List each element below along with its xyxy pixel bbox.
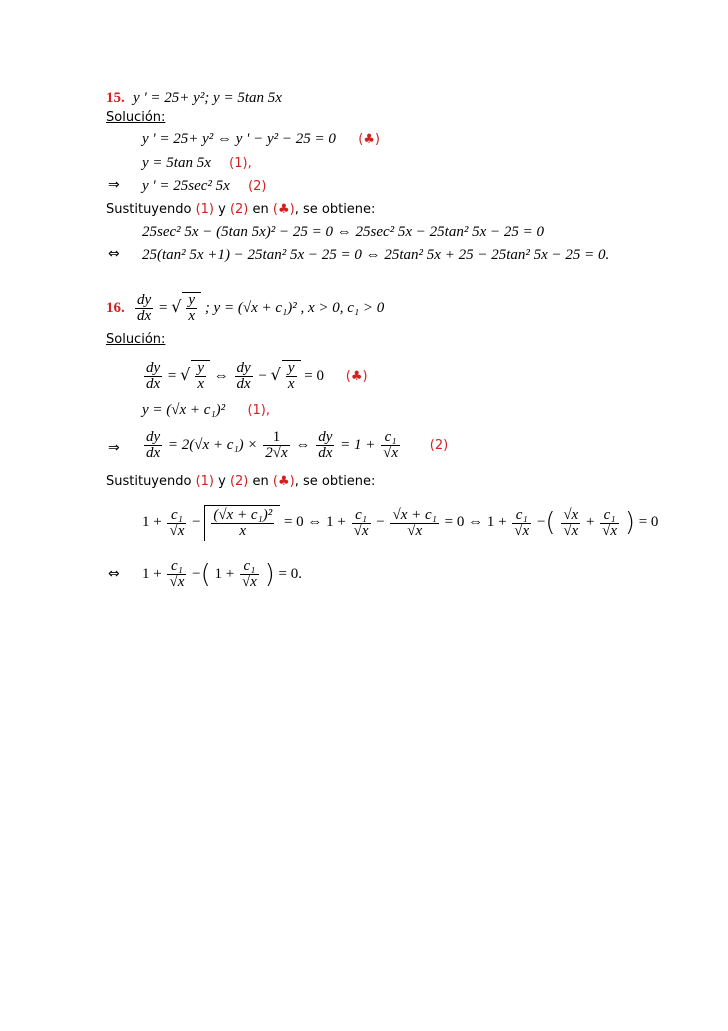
club-mark: (♣) (272, 474, 295, 489)
solution-label-text: Solución: (106, 110, 166, 125)
equation: = 0 ⇔ 1 + (283, 514, 346, 531)
equation: = 0 (304, 367, 324, 384)
implies-arrow: ⇒ (108, 177, 120, 193)
denominator: √x (169, 522, 185, 539)
denominator: x (211, 523, 274, 539)
p16-line2 (142, 402, 270, 419)
problem-number: 16. (106, 299, 125, 316)
numerator: c₁ (170, 558, 183, 574)
p16-line1: $\frac{dy}{dx}$ = √ $\frac{y}{x}$ ⇔ $\frac{dy}{dx}$ − √ $\frac{y}{x}$ = 0 (♣) (146, 360, 368, 392)
problem-number: 15. (106, 90, 125, 106)
ref-1: (1) (195, 202, 214, 217)
denominator: √x (383, 445, 398, 461)
denominator: √x (353, 522, 369, 539)
denominator: x (197, 376, 205, 392)
ref-2: (2) (429, 437, 449, 453)
iff-arrow: ⇔ (108, 246, 120, 262)
numerator: dy (146, 360, 161, 376)
equation: 25(tan² 5x +1) − 25tan² 5x − 25 = 0 ⇔ 25tan² 5x + 25 − 25tan² 5x − 25 = 0. (142, 247, 610, 263)
numerator: √x + c₁ (392, 506, 437, 523)
denominator: √x (602, 522, 618, 539)
denominator: √x (390, 523, 438, 539)
equation: ; y = (√x + c₁)² , x > 0, c₁ > 0 (204, 299, 385, 316)
numerator: c₁ (355, 506, 367, 523)
numerator: c₁ (170, 506, 183, 523)
big-radical (204, 505, 280, 541)
denominator: √x (241, 574, 257, 590)
denominator: dx (137, 308, 152, 324)
numerator: (√x + c₁)² (213, 507, 273, 523)
numerator: dy (318, 429, 333, 445)
equation: = 0 ⇔ 1 + (444, 514, 507, 531)
equation: 1 + (142, 514, 162, 531)
p15-line3 (142, 178, 267, 195)
solution-label (106, 332, 165, 348)
solution-label-text: Solución: (106, 332, 166, 347)
equation: y ' = 25+ y²; y = 5tan 5x (133, 90, 282, 106)
equation: = 0 (638, 514, 659, 531)
numerator: 1 (272, 429, 281, 445)
equation: = 0. (278, 565, 302, 582)
equation: 25sec² 5x − (5tan 5x)² − 25 = 0 ⇔ 25sec² 5x − 25tan² 5x − 25 = 0 (142, 224, 544, 240)
equation: y = 5tan 5x (142, 155, 211, 171)
y-over-x-fraction (186, 293, 197, 324)
denominator: dx (146, 445, 161, 461)
text: en (248, 202, 273, 217)
denominator: dx (236, 376, 251, 392)
club-mark: (♣) (272, 202, 295, 217)
numerator: y (287, 360, 295, 376)
ref-2: (2) (229, 474, 249, 489)
ref-1: (1), (247, 403, 270, 418)
ref-1: (1) (195, 474, 214, 489)
text: , se obtiene: (294, 474, 376, 489)
iff-arrow: ⇔ (108, 566, 120, 582)
text: Sustituyendo (106, 474, 196, 489)
equation: 1 + (142, 565, 162, 582)
numerator: dy (137, 292, 152, 308)
p16-line4: 1 + $\frac{\text{c₁}}{√x}$ − $\frac{\text{(√x + c₁)²}}{x}$ = 0 ⇔ 1 + $\frac{\text{c₁}}{√x}$ − $\frac{\text{√x + c₁}}{√x}$ = 0 ⇔ 1 + $\frac{\text{c₁}}{√x}$ −( $\frac{√x}{√x}$ + $\frac{\text{c₁}}{√x}$ ) = 0 (142, 506, 659, 539)
numerator: y (197, 360, 205, 376)
solution-label (106, 110, 165, 126)
denominator: √x (563, 522, 579, 539)
numerator: dy (236, 360, 251, 376)
dy-dx-fraction (135, 293, 153, 324)
p15-line1 (142, 131, 380, 148)
implies-arrow: ⇒ (108, 440, 120, 456)
p16-substitution-text (106, 474, 375, 490)
denominator: x (287, 376, 295, 392)
denominator: dx (146, 376, 161, 392)
denominator: √x (514, 522, 530, 539)
ref-1: (1), (229, 156, 252, 171)
problem-16-statement: 16. $\frac{dy}{dx}$ = √ $\frac{y}{x}$ ; y = (√x + c₁)² , x > 0, c₁ > 0 (106, 292, 385, 324)
text: y (214, 202, 230, 217)
equation: y ' = 25sec² 5x (142, 178, 230, 194)
denominator: 2√x (265, 445, 288, 461)
p15-line2 (142, 155, 252, 172)
equation: = 2(√x + c₁) × (167, 436, 258, 453)
text: en (248, 474, 273, 489)
equation: y ' = 25+ y² ⇔ y ' − y² − 25 = 0 (142, 131, 336, 147)
p16-line3: $\frac{dy}{dx}$ = 2(√x + c₁) × $\frac{1}{2√x}$ ⇔ $\frac{dy}{dx}$ = 1 + $\frac{\text{c₁}}{√x}$ (2) (146, 429, 449, 461)
text: Sustituyendo (106, 202, 196, 217)
denominator: √x (169, 574, 185, 590)
ref-2: (2) (229, 202, 249, 217)
denominator: x (188, 308, 196, 324)
equation: y = (√x + c₁)² (142, 402, 226, 418)
p16-line5: 1 + $\frac{\text{c₁}}{√x}$ −( 1 + $\frac{\text{c₁}}{√x}$ ) = 0. (142, 558, 302, 590)
p15-line4 (142, 224, 544, 240)
numerator: c₁ (384, 429, 397, 445)
ref-2: (2) (248, 179, 267, 194)
numerator: c₁ (243, 558, 256, 574)
numerator: √x (563, 506, 579, 523)
text: y (214, 474, 230, 489)
numerator: dy (146, 429, 161, 445)
denominator: dx (318, 445, 333, 461)
p15-substitution-text (106, 202, 375, 218)
equation: = 1 + (340, 436, 376, 453)
problem-15-statement (106, 90, 282, 106)
club-mark: (♣) (358, 132, 381, 147)
club-mark: (♣) (345, 368, 368, 384)
text: , se obtiene: (294, 202, 376, 217)
numerator: c₁ (603, 506, 616, 523)
numerator: y (188, 292, 196, 308)
numerator: c₁ (515, 506, 528, 523)
p15-line5 (142, 247, 609, 263)
